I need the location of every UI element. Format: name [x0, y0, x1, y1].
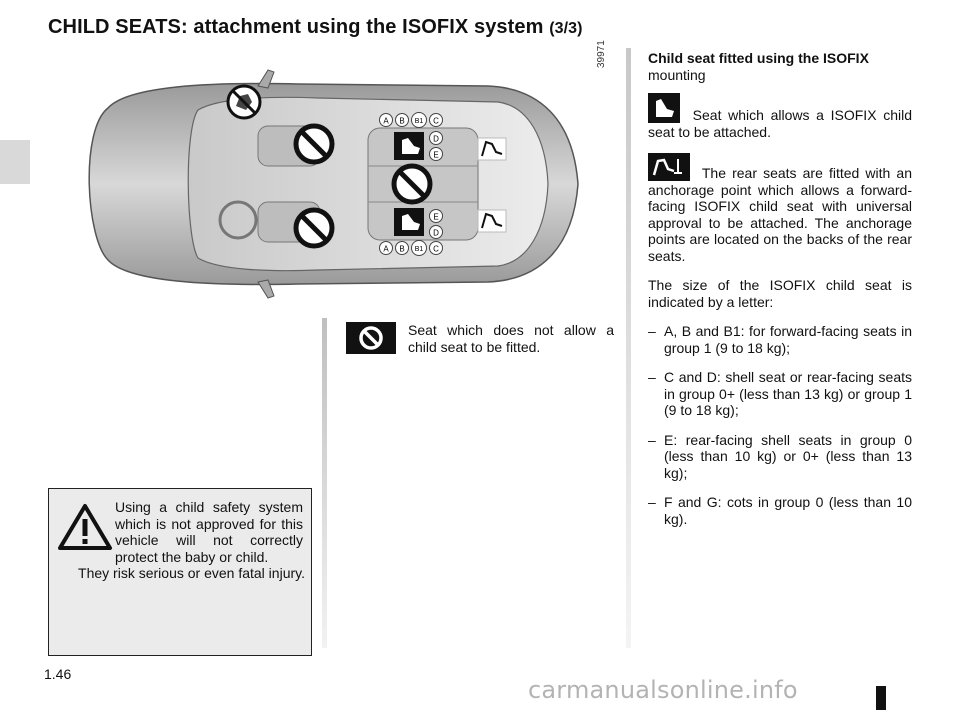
- warning-box: [48, 488, 312, 656]
- size-item: – C and D: shell seat or rear-facing seats in group 0+ (less than 13 kg) or group 1 (9 to 18 kg);: [648, 369, 912, 419]
- no-seat-description: Seat which does not allow a child seat to be fitted.: [408, 322, 614, 355]
- page-title-text: CHILD SEATS: attachment using the ISOFIX system: [48, 16, 544, 38]
- anchorage-seat-icon: [648, 153, 690, 181]
- isofix-seat-icon-rear-right: [394, 208, 424, 236]
- page-title-suffix: (3/3): [549, 20, 583, 37]
- no-seat-sign-rear-centre: [394, 166, 430, 202]
- isofix-seat-icon-rear-left: [394, 132, 424, 160]
- badge-b1-bottom: B1: [414, 246, 424, 253]
- badge-b: B: [399, 116, 405, 126]
- size-item: – E: rear-facing shell seats in group 0 (less than 10 kg) or 0+ (less than 13 kg);: [648, 432, 912, 482]
- badge-a-bottom: A: [383, 244, 389, 254]
- column-divider-right: [626, 48, 631, 648]
- badge-d-bottom: D: [433, 228, 439, 238]
- isofix-seat-icon: [648, 93, 680, 123]
- badge-c-bottom: C: [433, 244, 439, 254]
- badge-e-bottom: E: [433, 212, 439, 222]
- size-item: – F and G: cots in group 0 (less than 10 kg).: [648, 494, 912, 527]
- size-item: – A, B and B1: for forward-facing seats in group 1 (9 to 18 kg);: [648, 323, 912, 356]
- corner-marker: [876, 686, 886, 710]
- section-heading-end: mounting: [648, 66, 706, 83]
- warning-triangle-icon: [57, 503, 113, 551]
- section-heading-text: Child seat fitted using the ISOFIX: [648, 50, 869, 66]
- page-title: [48, 16, 583, 39]
- figure-id: 39971: [596, 40, 607, 68]
- badge-d: D: [433, 134, 439, 144]
- anchorage-icon-left: [478, 138, 506, 160]
- isofix-seat-text: Seat which allows a ISOFIX child seat to be attached.: [648, 107, 912, 140]
- badge-c: C: [433, 116, 439, 126]
- isofix-seat-paragraph: [648, 93, 912, 140]
- section-heading: [648, 50, 912, 83]
- site-watermark: carmanualsonline.info: [528, 676, 798, 704]
- right-column: [648, 50, 912, 540]
- chapter-tab: [0, 140, 30, 184]
- warning-text-consequence: They risk serious or even fatal injury.: [78, 565, 305, 581]
- badge-b-bottom: B: [399, 244, 405, 254]
- anchorage-text: The rear seats are fitted with an anchorage point which allows a forward-facing ISOFIX child seat with universal approval to be attached. The anchorage points are located on the backs of the rear seats.: [648, 165, 913, 264]
- warning-text: Using a child safety system which is not approved for this vehicle will not correctly protect the baby or child.: [115, 499, 303, 565]
- badge-e: E: [433, 150, 439, 160]
- no-seat-sign-front-right: [296, 210, 332, 246]
- no-seat-prohibition-icon: [346, 322, 396, 354]
- car-top-view-illustration: [68, 68, 588, 300]
- anchorage-paragraph: [648, 153, 912, 264]
- badge-b1: B1: [414, 118, 424, 125]
- badge-a: A: [383, 116, 389, 126]
- column-divider-left: [322, 318, 327, 648]
- no-seat-sign-front-left: [296, 126, 332, 162]
- anchorage-icon-right: [478, 210, 506, 232]
- page-number: 1.46: [44, 666, 72, 682]
- airbag-no-child-seat-sign: [228, 86, 260, 118]
- size-intro: The size of the ISOFIX child seat is indicated by a letter:: [648, 277, 912, 310]
